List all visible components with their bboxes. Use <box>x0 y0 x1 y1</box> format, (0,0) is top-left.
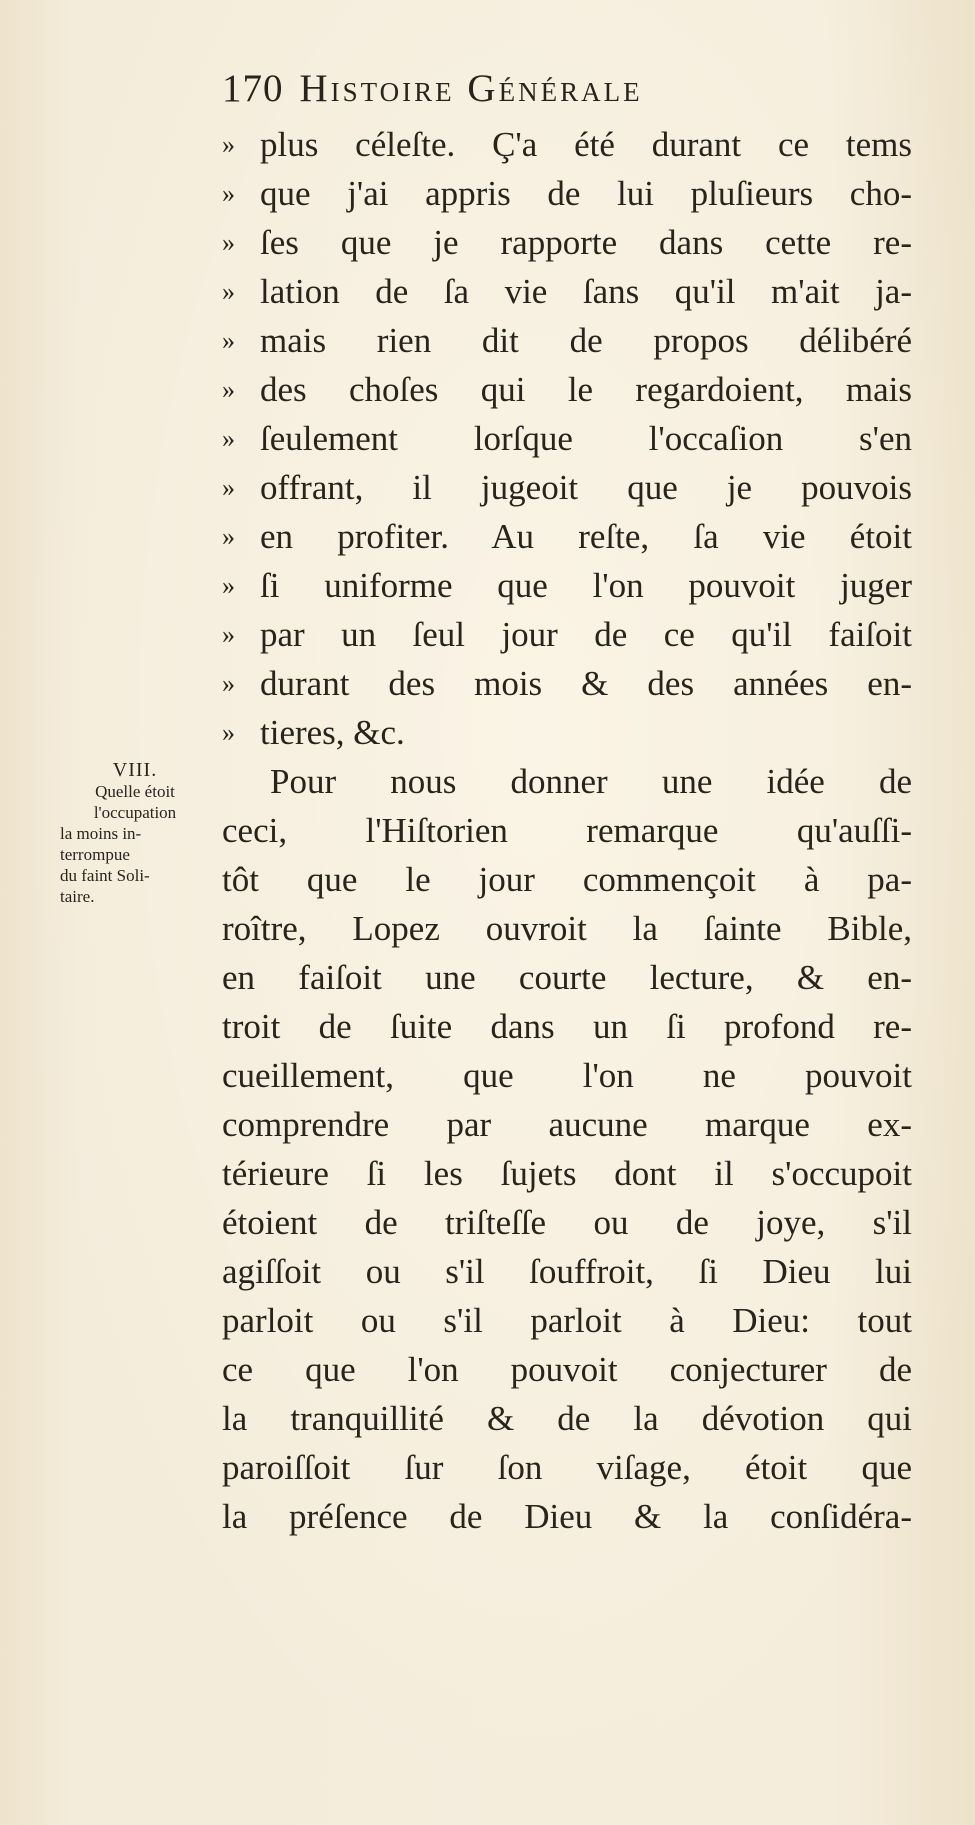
text-line: étoient de triſteſſe ou de joye, s'il <box>222 1203 912 1242</box>
page-header <box>222 66 912 116</box>
text-line: agiſſoit ou s'il ſouffroit, ſi Dieu lui <box>222 1252 912 1291</box>
quote-mark: » <box>222 130 235 159</box>
text-line: » tieres, &c. <box>222 708 912 757</box>
text-line: tôt que le jour commençoit à pa- <box>222 860 912 899</box>
text-line: » ſeulement lorſque l'occaſion s'en <box>222 414 912 463</box>
text-line: comprendre par aucune marque ex- <box>222 1105 912 1144</box>
text-line: la tranquillité & de la dévotion qui <box>222 1399 912 1438</box>
margin-note-line: l'occupation <box>93 803 177 822</box>
text-line: » que j'ai appris de lui pluſieurs cho- <box>222 169 912 218</box>
text-line: » ſi uniforme que l'on pouvoit juger <box>222 561 912 610</box>
text-line: ceci, l'Hiſtorien remarque qu'auſſi- <box>222 811 912 850</box>
text-line: » plus céleſte. Ç'a été durant ce tems <box>222 120 912 169</box>
margin-note <box>60 760 210 907</box>
text-line: » mais rien dit de propos délibéré <box>222 316 912 365</box>
text-line: » par un ſeul jour de ce qu'il faiſoit <box>222 610 912 659</box>
text-line: » lation de ſa vie ſans qu'il m'ait ja- <box>222 267 912 316</box>
quote-mark: » <box>222 571 235 600</box>
quote-mark: » <box>222 179 235 208</box>
text-line: » en profiter. Au reſte, ſa vie étoit <box>222 512 912 561</box>
quote-mark: » <box>222 620 235 649</box>
text-line: cueillement, que l'on ne pouvoit <box>222 1056 912 1095</box>
quote-mark: » <box>222 277 235 306</box>
text-line: ce que l'on pouvoit conjecturer de <box>222 1350 912 1389</box>
text-line: troit de ſuite dans un ſi profond re- <box>222 1007 912 1046</box>
text-line: » offrant, il jugeoit que je pouvois <box>222 463 912 512</box>
quote-mark: » <box>222 326 235 355</box>
margin-note-line: terrompue <box>60 845 130 864</box>
quote-mark: » <box>222 228 235 257</box>
text-line: » durant des mois & des années en- <box>222 659 912 708</box>
text-line: la préſence de Dieu & la conſidéra- <box>222 1497 912 1536</box>
page-number: 170 <box>222 67 284 110</box>
text-line: » des choſes qui le regardoient, mais <box>222 365 912 414</box>
quote-mark: » <box>222 669 235 698</box>
paragraph-first-line: Pour nous donner une idée de <box>270 762 912 801</box>
running-title: Histoire Générale <box>299 67 643 110</box>
margin-note-line: du faint Soli- <box>60 866 150 885</box>
margin-note-line: taire. <box>60 887 95 906</box>
text-line: » ſes que je rapporte dans cette re- <box>222 218 912 267</box>
text-line: térieure ſi les ſujets dont il s'occupoit <box>222 1154 912 1193</box>
text-line: en faiſoit une courte lecture, & en- <box>222 958 912 997</box>
margin-note-line: Quelle étoit <box>95 782 175 801</box>
text-line: paroiſſoit ſur ſon viſage, étoit que <box>222 1448 912 1487</box>
body-text <box>222 120 912 1541</box>
margin-note-number: VIII. <box>112 759 158 781</box>
margin-note-line: la moins in- <box>60 824 142 843</box>
quote-mark: » <box>222 424 235 453</box>
quote-mark: » <box>222 718 235 747</box>
quote-mark: » <box>222 375 235 404</box>
text-line: parloit ou s'il parloit à Dieu: tout <box>222 1301 912 1340</box>
quote-mark: » <box>222 522 235 551</box>
text-line: roître, Lopez ouvroit la ſainte Bible, <box>222 909 912 948</box>
quote-mark: » <box>222 473 235 502</box>
